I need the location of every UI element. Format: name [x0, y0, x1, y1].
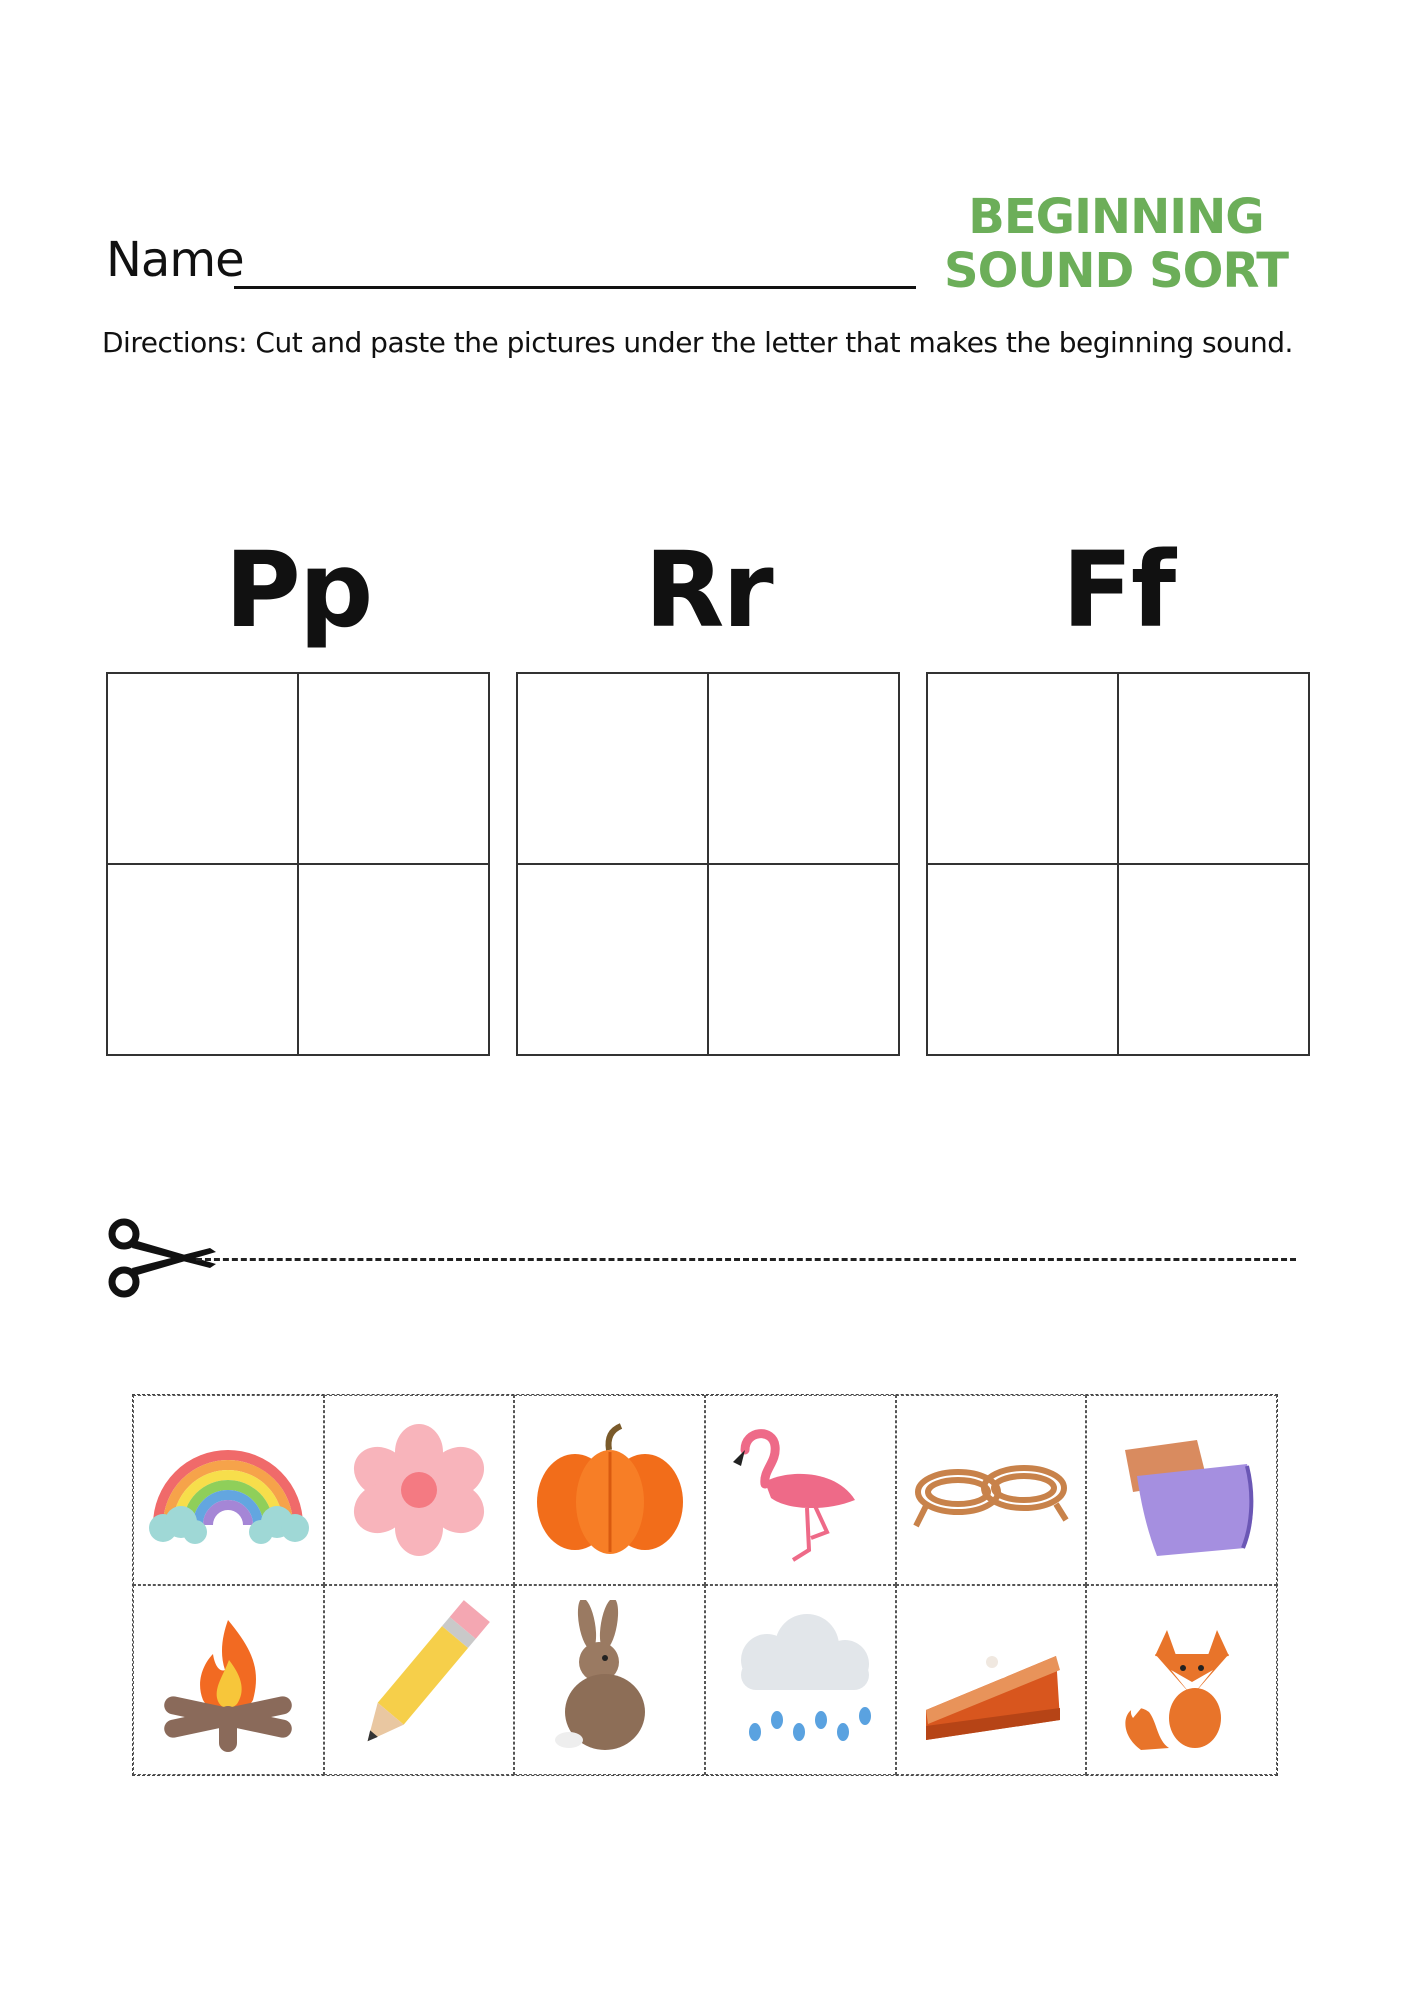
paste-box[interactable]	[107, 864, 298, 1055]
cut-line	[196, 1258, 1296, 1261]
picture-card[interactable]	[133, 1395, 324, 1585]
picture-card[interactable]	[1086, 1395, 1277, 1585]
rain-icon	[715, 1600, 885, 1760]
fire-icon	[143, 1600, 313, 1760]
sort-grid-f	[926, 672, 1310, 1056]
paste-box[interactable]	[107, 673, 298, 864]
paste-box[interactable]	[1118, 673, 1309, 864]
paste-box[interactable]	[517, 673, 708, 864]
pumpkin-icon	[525, 1410, 695, 1570]
letter-heading-r: Rr	[644, 529, 772, 651]
picture-card[interactable]	[514, 1395, 705, 1585]
paste-box[interactable]	[298, 673, 489, 864]
sort-grid-r	[516, 672, 900, 1056]
paste-box[interactable]	[927, 864, 1118, 1055]
picture-card[interactable]	[324, 1585, 515, 1775]
paste-box[interactable]	[298, 864, 489, 1055]
picture-card[interactable]	[705, 1585, 896, 1775]
pencil-icon	[334, 1600, 504, 1760]
directions-text: Directions: Cut and paste the pictures under the letter that makes the beginning sound.	[102, 326, 1293, 359]
paste-box[interactable]	[927, 673, 1118, 864]
picture-card[interactable]	[133, 1585, 324, 1775]
paste-box[interactable]	[708, 673, 899, 864]
picture-card[interactable]	[705, 1395, 896, 1585]
picture-card[interactable]	[514, 1585, 705, 1775]
paste-box[interactable]	[1118, 864, 1309, 1055]
rabbit-icon	[525, 1600, 695, 1760]
fox-icon	[1097, 1600, 1267, 1760]
name-label: Name	[106, 232, 244, 288]
letter-heading-p: Pp	[224, 529, 372, 651]
picture-card[interactable]	[324, 1395, 515, 1585]
title-line-1: BEGINNING	[968, 189, 1264, 245]
rope-icon	[906, 1410, 1076, 1570]
picture-card[interactable]	[896, 1585, 1087, 1775]
rainbow-icon	[143, 1410, 313, 1570]
pie-icon	[906, 1600, 1076, 1760]
paste-box[interactable]	[517, 864, 708, 1055]
letter-heading-f: Ff	[1061, 529, 1175, 651]
sort-grid-p	[106, 672, 490, 1056]
flamingo-icon	[715, 1410, 885, 1570]
flower-icon	[334, 1410, 504, 1570]
picture-card[interactable]	[1086, 1585, 1277, 1775]
picture-card[interactable]	[896, 1395, 1087, 1585]
paste-box[interactable]	[708, 864, 899, 1055]
worksheet-title	[936, 190, 1296, 298]
name-line[interactable]	[234, 286, 916, 289]
title-line-2: SOUND SORT	[944, 243, 1288, 299]
picture-grid	[132, 1394, 1278, 1776]
pillow-icon	[1097, 1410, 1267, 1570]
